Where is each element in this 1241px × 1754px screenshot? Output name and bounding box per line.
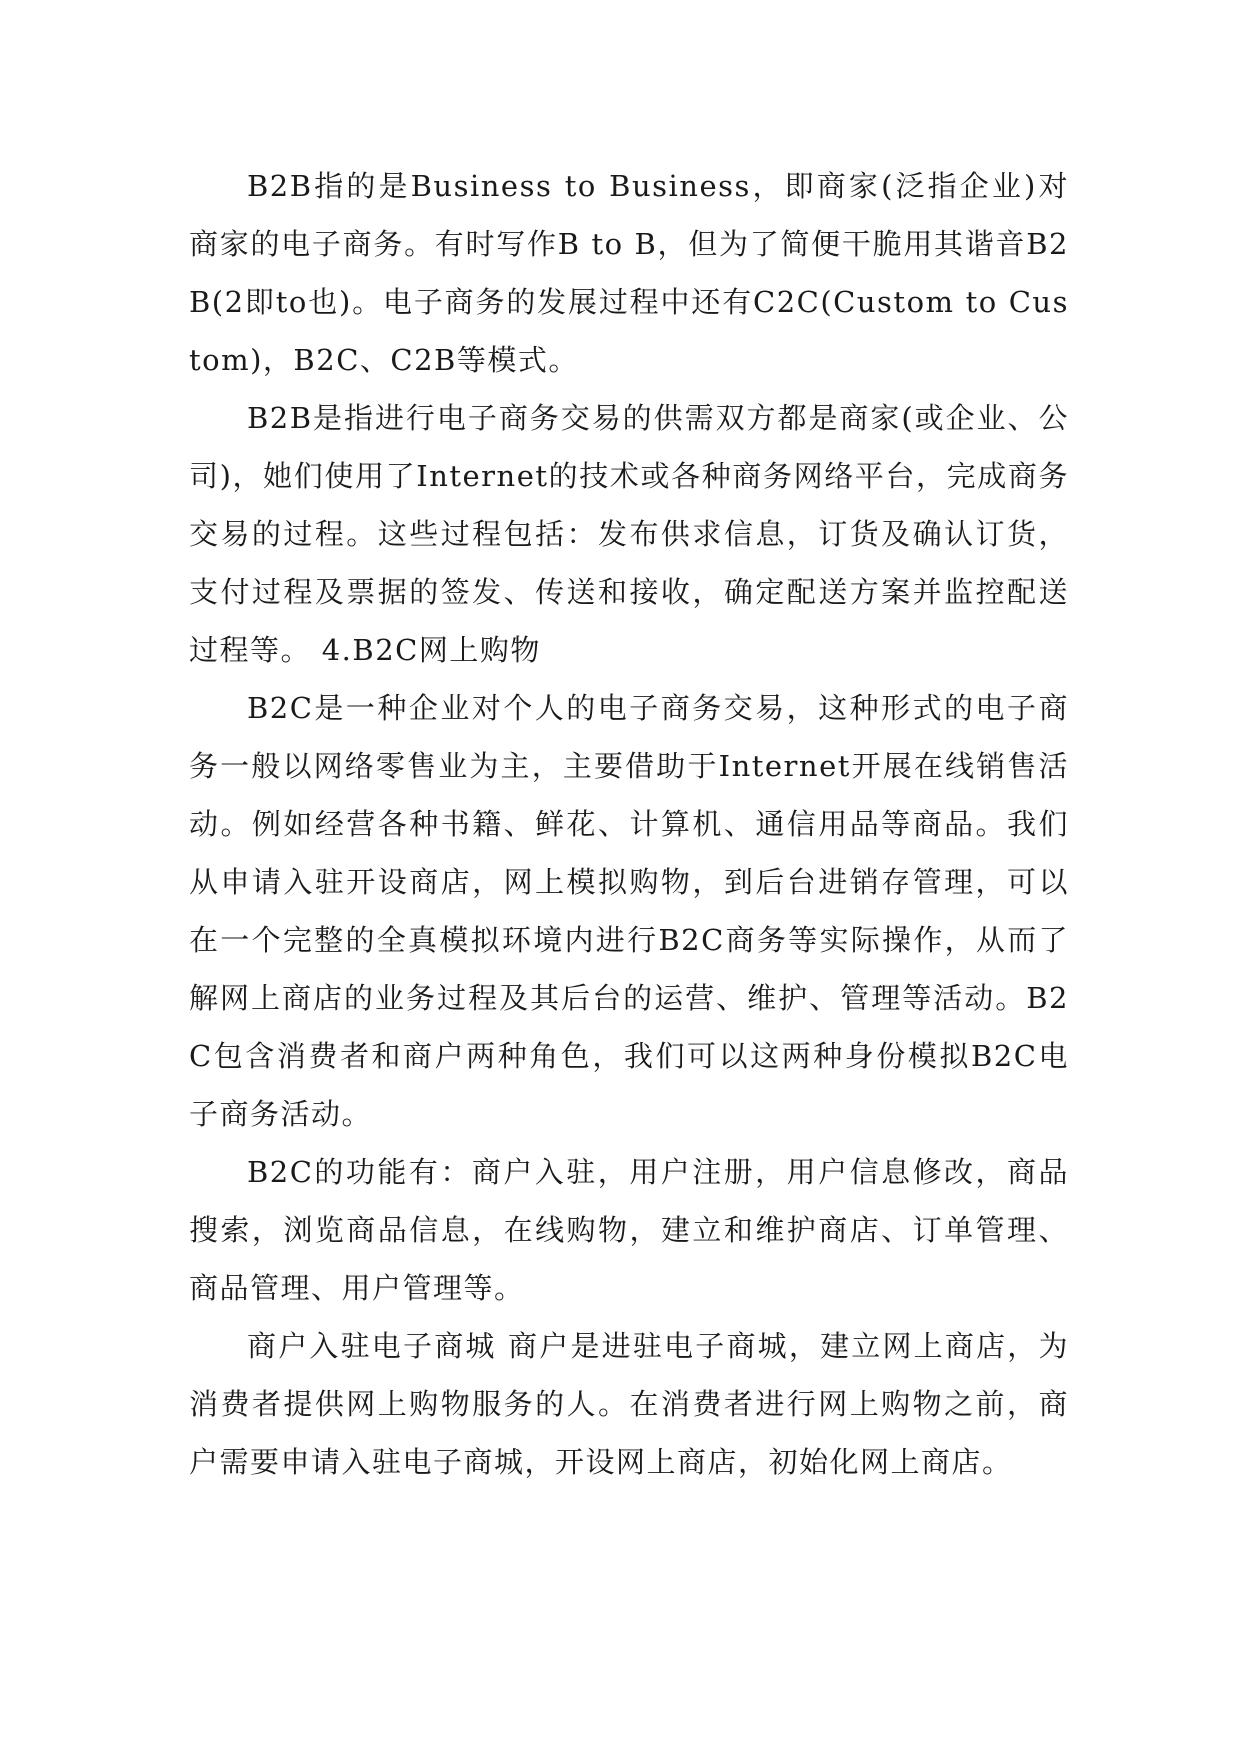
paragraph-merchant-entry: 商户入驻电子商城 商户是进驻电子商城，建立网上商店，为消费者提供网上购物服务的人。在消费者进行网上购物之前，商户需要申请入驻电子商城，开设网上商店，初始化网上商店。	[189, 1329, 1069, 1479]
paragraph-b2c-functions: B2C的功能有：商户入驻，用户注册，用户信息修改，商品搜索，浏览商品信息，在线购物，建立和维护商店、订单管理、商品管理、用户管理等。	[189, 1155, 1069, 1305]
paragraph-b2b-definition: B2B指的是Business to Business，即商家(泛指企业)对商家的电子商务。有时写作B to B，但为了简便干脆用其谐音B2B(2即to也)。电子商务的发展过程中还有C2C(Custom to Custom)，B2C、C2B等模式。	[189, 169, 1069, 377]
paragraph-b2b-process: B2B是指进行电子商务交易的供需双方都是商家(或企业、公司)，她们使用了Internet的技术或各种商务网络平台，完成商务交易的过程。这些过程包括：发布供求信息，订货及确认订货，支付过程及票据的签发、传送和接收，确定配送方案并监控配送过程等。 4.B2C网上购物	[189, 401, 1069, 667]
paragraph-b2c-definition: B2C是一种企业对个人的电子商务交易，这种形式的电子商务一般以网络零售业为主，主要借助于Internet开展在线销售活动。例如经营各种书籍、鲜花、计算机、通信用品等商品。我们从申请入驻开设商店，网上模拟购物，到后台进销存管理，可以在一个完整的全真模拟环境内进行B2C商务等实际操作，从而了解网上商店的业务过程及其后台的运营、维护、管理等活动。B2C包含消费者和商户两种角色，我们可以这两种身份模拟B2C电子商务活动。	[189, 691, 1069, 1131]
document-body	[189, 157, 1069, 1491]
